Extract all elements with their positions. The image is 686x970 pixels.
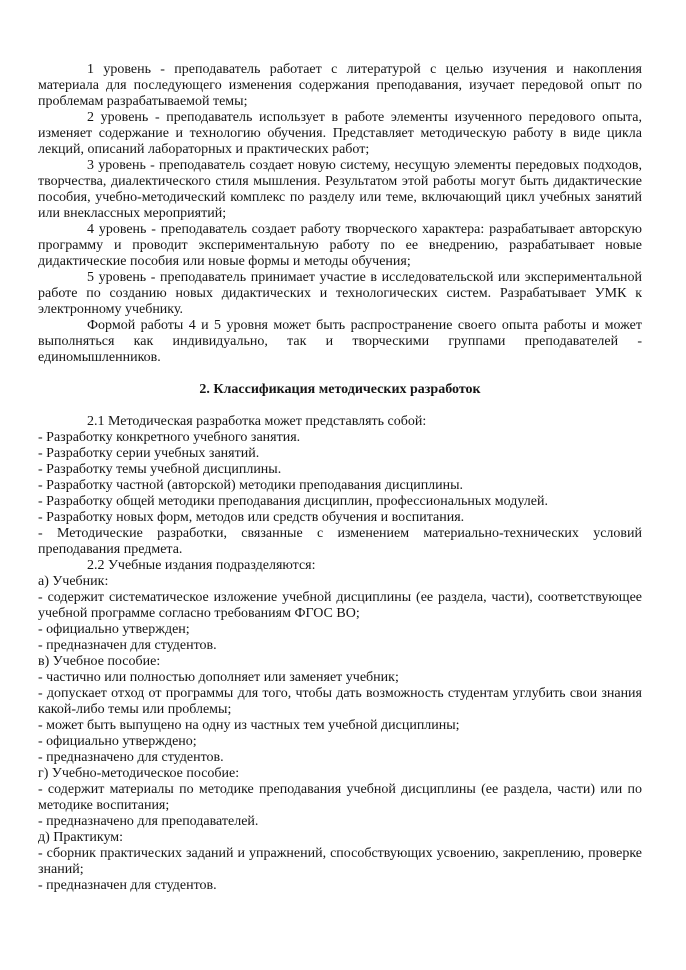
paragraph: 2.2 Учебные издания подразделяются: — [87, 558, 316, 573]
list-item: - допускает отход от программы для того, чтобы дать возможность студентам углубить свои знания какой-либо темы или проблемы; — [38, 686, 642, 717]
list-item: - предназначено для студентов. — [38, 750, 224, 765]
paragraph: 4 уровень - преподаватель создает работу творческого характера: разрабатывает авторскую программу и проводит экспериментальную работу по ее внедрению, разрабатывает новые дидактические пособия или новые формы и методы обучения; — [38, 222, 642, 269]
list-item: г) Учебно-методическое пособие: — [38, 766, 240, 781]
list-item: д) Практикум: — [38, 830, 124, 845]
list-item: - Разработку частной (авторской) методики преподавания дисциплины. — [38, 478, 464, 493]
document-body — [38, 62, 642, 894]
paragraph: 2.1 Методическая разработка может представлять собой: — [87, 414, 427, 429]
list-item: - официально утверждено; — [38, 734, 197, 749]
paragraph: 1 уровень - преподаватель работает с литературой с целью изучения и накопления материала для последующего изменения содержания преподавания, изучает передовой опыт по проблемам разрабатываемой темы; — [38, 62, 642, 109]
list-item: - может быть выпущено на одну из частных тем учебной дисциплины; — [38, 718, 460, 733]
paragraph: 3 уровень - преподаватель создает новую систему, несущую элементы передовых подходов, творчества, диалектического стиля мышления. Результатом этой работы могут быть дидактические пособия, учебно-методический комплекс по разделу или теме, включающий цикл учебных занятий или внеклассных мероприятий; — [38, 158, 642, 221]
list-item: - Разработку новых форм, методов или средств обучения и воспитания. — [38, 510, 465, 525]
list-item: - Разработку общей методики преподавания дисциплин, профессиональных модулей. — [38, 494, 548, 509]
list-item: - сборник практических заданий и упражнений, способствующих усвоению, закреплению, проверке знаний; — [38, 846, 642, 877]
list-item: - содержит материалы по методике преподавания учебной дисциплины (ее раздела, части) или по методике воспитания; — [38, 782, 642, 813]
paragraph: Формой работы 4 и 5 уровня может быть распространение своего опыта работы и может выполняться как индивидуально, так и творческими группами преподавателей - единомышленников. — [38, 318, 642, 365]
list-item: в) Учебное пособие: — [38, 654, 161, 669]
list-item: - Разработку темы учебной дисциплины. — [38, 462, 282, 477]
list-item: - содержит систематическое изложение учебной дисциплины (ее раздела, части), соответствующее учебной программе согласно требованиям ФГОС ВО; — [38, 590, 642, 621]
list-item: - предназначен для студентов. — [38, 638, 217, 653]
list-item: - официально утвержден; — [38, 622, 190, 637]
list-item: - Разработку конкретного учебного занятия. — [38, 430, 301, 445]
list-item: - предназначено для преподавателей. — [38, 814, 259, 829]
section-heading: 2. Классификация методических разработок — [199, 382, 481, 397]
list-item: а) Учебник: — [38, 574, 109, 589]
list-item: - предназначен для студентов. — [38, 878, 217, 893]
list-item: - Разработку серии учебных занятий. — [38, 446, 260, 461]
paragraph: 5 уровень - преподаватель принимает участие в исследовательской или экспериментальной работе по созданию новых дидактических и технологических систем. Разрабатывает УМК к электронному учебнику. — [38, 270, 642, 317]
paragraph: 2 уровень - преподаватель использует в работе элементы изученного передового опыта, изменяет содержание и технологию обучения. Представляет методическую работу в виде цикла лекций, описаний лабораторных и практических работ; — [38, 110, 642, 157]
list-item: - частично или полностью дополняет или заменяет учебник; — [38, 670, 399, 685]
list-item: - Методические разработки, связанные с изменением материально-технических условий преподавания предмета. — [38, 526, 642, 557]
